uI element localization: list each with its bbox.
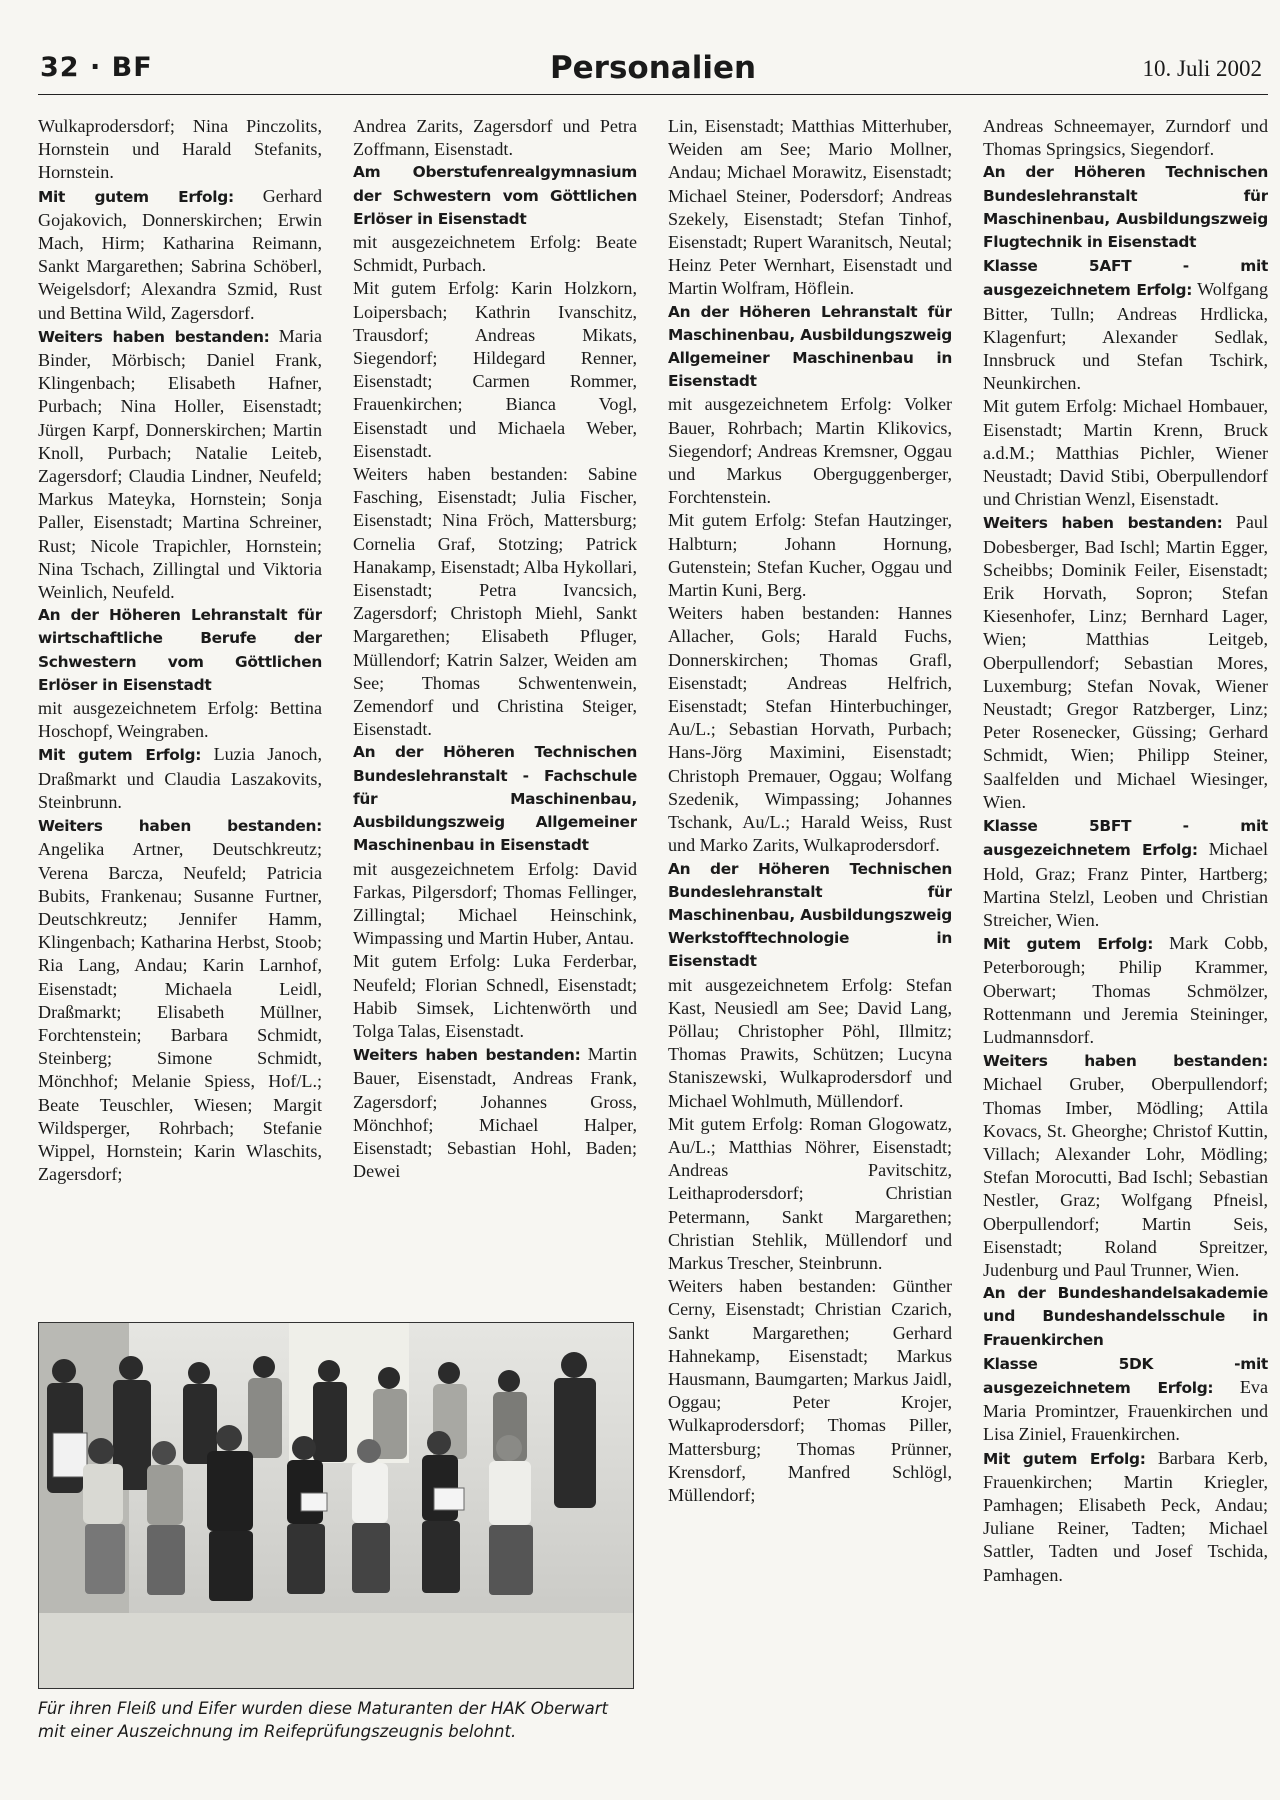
result-lead-label: Klasse 5DK -mit ausgezeichnetem Erfolg: bbox=[983, 1354, 1268, 1397]
result-names: Michael Hold, Graz; Franz Pinter, Hartberg; Martina Stelzl, Leoben und Christian Streicher, Wien. bbox=[983, 839, 1268, 930]
body-paragraph: Weiters haben bestanden: Günther Cerny, Eisenstadt; Christian Czarich, Sankt Margarethen; Gerhard Hahnekamp, Eisenstadt; Markus Hausmann, Baumgarten; Markus Jaidl, Oggau; Peter Krojer, Wulkaprodersdorf; Thomas Piller, Mattersburg; Thomas Prünner, Krensdorf, Manfred Schlögl, Müllendorf; bbox=[668, 1276, 952, 1505]
result-paragraph bbox=[983, 254, 1268, 395]
result-paragraph bbox=[38, 743, 322, 814]
result-paragraph bbox=[983, 932, 1268, 1049]
body-paragraph: mit ausgezeichnetem Erfolg: David Farkas, Pilgersdorf; Thomas Fellinger, Zillingtal; Michael Heinschink, Wimpassing und Martin Huber, Antau. bbox=[353, 858, 637, 949]
section-heading: An der Höheren Technischen Bundeslehranstalt für Maschinenbau, Ausbildungszweig Werkstofftechnologie in Eisenstadt bbox=[668, 859, 952, 971]
page-number: 32 · BF bbox=[40, 52, 153, 83]
result-names: Martin Bauer, Eisenstadt, Andreas Frank, Zagersdorf; Johannes Gross, Mönchhof; Michael Halper, Eisenstadt; Sebastian Hohl, Baden; Dewei bbox=[353, 1044, 637, 1182]
section-heading: An der Höheren Lehranstalt für Maschinenbau, Ausbildungszweig Allgemeiner Maschinenbau in Eisenstadt bbox=[668, 302, 952, 391]
result-names: Paul Dobesberger, Bad Ischl; Martin Egger, Scheibbs; Dominik Feiler, Eisenstadt; Erik Horvath, Sopron; Stefan Kiesenhofer, Linz; Bernhard Lager, Wien; Matthias Leitgeb, Oberpullendorf; Sebastian Mores, Luxemburg; Stefan Novak, Wiener Neustadt; Gregor Ratzberger, Linz; Peter Rosenecker, Güssing; Gerhard Schmidt, Wien; Philipp Steiner, Saalfelden und Michael Wiesinger, Wien. bbox=[983, 512, 1268, 812]
body-paragraph: mit ausgezeichnetem Erfolg: Volker Bauer, Rohrbach; Martin Klikovics, Siegendorf; Andreas Kremsner, Oggau und Markus Oberguggenberger, Forchtenstein. bbox=[668, 394, 952, 508]
body-paragraph: Mit gutem Erfolg: Luka Ferderbar, Neufeld; Florian Schnedl, Eisenstadt; Habib Simsek, Lichtenwörth und Tolga Talas, Eisenstadt. bbox=[353, 951, 637, 1041]
photo-caption: Für ihren Fleiß und Eifer wurden diese Maturanten der HAK Oberwart mit einer Auszeichnung im Reifeprüfungszeugnis belohnt. bbox=[38, 1699, 608, 1741]
section-title: Personalien bbox=[549, 50, 757, 86]
result-names: Gerhard Gojakovich, Donnerskirchen; Erwin Mach, Hirm; Katharina Reimann, Sankt Margarethen; Sabrina Schöberl, Weigelsdorf; Alexandra Szmid, Rust und Bettina Wild, Zagersdorf. bbox=[38, 185, 322, 323]
masthead bbox=[38, 48, 1268, 95]
body-paragraph: mit ausgezeichnetem Erfolg: Stefan Kast, Neusiedl am See; David Lang, Pöllau; Christopher Pöhl, Illmitz; Thomas Prawits, Schützen; Lucyna Staniszewski, Wulkaprodersdorf und Michael Wohlmuth, Müllendorf. bbox=[668, 974, 952, 1111]
result-paragraph bbox=[38, 814, 322, 1186]
group-photo bbox=[38, 1322, 634, 1689]
result-lead-label: Mit gutem Erfolg: bbox=[38, 187, 234, 206]
body-paragraph: mit ausgezeichnetem Erfolg: Beate Schmidt, Purbach. bbox=[353, 232, 637, 276]
body-paragraph: mit ausgezeichnetem Erfolg: Bettina Hoschopf, Weingraben. bbox=[38, 698, 322, 742]
result-paragraph bbox=[983, 1352, 1268, 1447]
result-paragraph bbox=[38, 325, 322, 604]
body-paragraph: Wulkaprodersdorf; Nina Pinczolits, Hornstein und Harald Stefanits, Hornstein. bbox=[38, 116, 322, 183]
result-lead-label: Mit gutem Erfolg: bbox=[38, 746, 202, 765]
result-names: Eva Maria Promintzer, Frauenkirchen und Lisa Ziniel, Frauenkirchen. bbox=[983, 1376, 1268, 1445]
result-paragraph bbox=[38, 185, 322, 325]
result-lead-label: Mit gutem Erfolg: bbox=[983, 1449, 1146, 1468]
graduates-photo-illustration bbox=[39, 1323, 634, 1689]
article-column-1 bbox=[38, 115, 322, 1305]
body-paragraph: Lin, Eisenstadt; Matthias Mitterhuber, Weiden am See; Mario Mollner, Andau; Michael Morawitz, Eisenstadt; Michael Steiner, Podersdorf; Andreas Szekely, Eisenstadt; Stefan Tinhof, Eisenstadt; Rupert Waranitsch, Neutal; Heinz Peter Wernhart, Eisenstadt und Martin Wolfram, Höflein. bbox=[668, 116, 952, 299]
body-paragraph: Mit gutem Erfolg: Roman Glogowatz, Au/L.; Matthias Nöhrer, Eisenstadt; Andreas Pavitschitz, Leithaprodersdorf; Christian Petermann, Sankt Margarethen; Christian Stehlik, Müllendorf und Markus Trescher, Steinbrunn. bbox=[668, 1113, 952, 1273]
result-paragraph bbox=[983, 814, 1268, 932]
result-names: Barbara Kerb, Frauenkirchen; Martin Kriegler, Pamhagen; Elisabeth Peck, Andau; Juliane Reiner, Tadten; Michael Sattler, Tadten und Josef Tschida, Pamhagen. bbox=[983, 1447, 1268, 1585]
result-names: Luzia Janoch, Draßmarkt und Claudia Laszakovits, Steinbrunn. bbox=[38, 744, 322, 812]
body-paragraph: Andreas Schneemayer, Zurndorf und Thomas Springsics, Siegendorf. bbox=[983, 116, 1268, 160]
section-heading: An der Höheren Technischen Bundeslehranstalt für Maschinenbau, Ausbildungszweig Flugtechnik in Eisenstadt bbox=[983, 163, 1268, 252]
result-lead-label: Weiters haben bestanden: bbox=[983, 1052, 1268, 1071]
section-heading: Am Oberstufenrealgymnasium der Schwestern vom Göttlichen Erlöser in Eisenstadt bbox=[353, 163, 637, 228]
result-lead-label: Klasse 5AFT - mit ausgezeichnetem Erfolg: bbox=[983, 257, 1268, 300]
section-heading: An der Bundeshandelsakademie und Bundeshandelsschule in Frauenkirchen bbox=[983, 1284, 1268, 1349]
body-paragraph: Mit gutem Erfolg: Karin Holzkorn, Loipersbach; Kathrin Ivanschitz, Trausdorf; Andreas Mikats, Siegendorf; Hildegard Renner, Eisenstadt; Carmen Rommer, Frauenkirchen; Bianca Vogl, Eisenstadt und Michaela Weber, Eisenstadt. bbox=[353, 278, 637, 461]
result-paragraph bbox=[983, 1447, 1268, 1587]
result-paragraph bbox=[983, 1049, 1268, 1282]
result-lead-label: Weiters haben bestanden: bbox=[983, 514, 1223, 533]
result-lead-label: Weiters haben bestanden: bbox=[38, 817, 322, 836]
section-heading: An der Höheren Technischen Bundeslehranstalt - Fachschule für Maschinenbau, Ausbildungszweig Allgemeiner Maschinenbau in Eisenstadt bbox=[353, 743, 637, 855]
result-names: Michael Gruber, Oberpullendorf; Thomas Imber, Mödling; Attila Kovacs, St. Gheorghe; Christof Kuttin, Villach; Alexander Lohr, Mödling; Stefan Morocutti, Bad Ischl; Sebastian Nestler, Graz; Wolfgang Pfneisl, Oberpullendorf; Martin Seis, Eisenstadt; Roland Spreitzer, Judenburg und Paul Trunner, Wien. bbox=[983, 1074, 1268, 1280]
result-names: Wolfgang Bitter, Tulln; Andreas Hrdlicka, Klagenfurt; Alexander Sedlak, Innsbruck und Stefan Tschirk, Neunkirchen. bbox=[983, 279, 1268, 394]
article-column-3 bbox=[668, 115, 952, 1755]
body-paragraph: Weiters haben bestanden: Hannes Allacher, Gols; Harald Fuchs, Donnerskirchen; Thomas Grafl, Eisenstadt; Andreas Helfrich, Eisenstadt; Stefan Hinterbuchinger, Au/L.; Sebastian Horvath, Purbach; Hans-Jörg Maximini, Eisenstadt; Christoph Premauer, Oggau; Wolfang Szedenik, Wimpassing; Johannes Tschank, Au/L.; Harald Weiss, Rust und Marko Zarits, Wulkaprodersdorf. bbox=[668, 603, 952, 856]
result-paragraph bbox=[353, 1043, 637, 1183]
body-paragraph: Mit gutem Erfolg: Stefan Hautzinger, Halbturn; Johann Hornung, Gutenstein; Stefan Kucher, Oggau und Martin Kuni, Berg. bbox=[668, 510, 952, 601]
section-heading: An der Höheren Lehranstalt für wirtschaftliche Berufe der Schwestern vom Göttlichen Erlöser in Eisenstadt bbox=[38, 606, 322, 694]
result-lead-label: Weiters haben bestanden: bbox=[353, 1046, 581, 1065]
result-names: Maria Binder, Mörbisch; Daniel Frank, Klingenbach; Elisabeth Hafner, Purbach; Nina Holler, Eisenstadt; Jürgen Karpf, Donnerskirchen; Martin Knoll, Purbach; Natalie Leiteb, Zagersdorf; Claudia Lindner, Neufeld; Markus Mateyka, Hornstein; Sonja Paller, Eisenstadt; Martina Schreiner, Rust; Nicole Trapichler, Hornstein; Nina Tschach, Zillingtal und Viktoria Weinlich, Neufeld. bbox=[38, 325, 322, 603]
body-paragraph: Andrea Zarits, Zagersdorf und Petra Zoffmann, Eisenstadt. bbox=[353, 116, 637, 160]
body-paragraph: Mit gutem Erfolg: Michael Hombauer, Eisenstadt; Martin Krenn, Bruck a.d.M.; Matthias Pichler, Wiener Neustadt; David Stibi, Oberpullendorf und Christian Wenzl, Eisenstadt. bbox=[983, 396, 1268, 510]
result-names: Angelika Artner, Deutschkreutz; Verena Barcza, Neufeld; Patricia Bubits, Frankenau; Susanne Furtner, Deutschkreutz; Jennifer Hamm, Klingenbach; Katharina Herbst, Stoob; Ria Lang, Andau; Karin Larnhof, Eisenstadt; Michaela Leidl, Draßmarkt; Elisabeth Müllner, Forchtenstein; Barbara Schmidt, Steinberg; Simone Schmidt, Mönchhof; Melanie Spiess, Hof/L.; Beate Teuschler, Wiesen; Margit Wildsperger, Rohrbach; Stefanie Wippel, Hornstein; Karin Wlaschits, Zagersdorf; bbox=[38, 839, 322, 1185]
body-paragraph: Weiters haben bestanden: Sabine Fasching, Eisenstadt; Julia Fischer, Eisenstadt; Nina Fröch, Mattersburg; Cornelia Graf, Stotzing; Patrick Hanakamp, Eisenstadt; Alba Hykollari, Eisenstadt; Petra Ivancsich, Zagersdorf; Christoph Miehl, Sankt Margarethen; Elisabeth Pfluger, Müllendorf; Katrin Salzer, Weiden am See; Thomas Schwentenwein, Zemendorf und Christina Steiger, Eisenstadt. bbox=[353, 464, 637, 740]
result-lead-label: Mit gutem Erfolg: bbox=[983, 935, 1154, 954]
result-lead-label: Weiters haben bestanden: bbox=[38, 327, 270, 346]
result-paragraph bbox=[983, 511, 1268, 814]
article-column-2 bbox=[353, 115, 637, 1305]
result-lead-label: Klasse 5BFT - mit ausgezeichnetem Erfolg: bbox=[983, 817, 1268, 860]
issue-date: 10. Juli 2002 bbox=[1142, 56, 1262, 81]
result-names: Mark Cobb, Peterborough; Philip Krammer, Oberwart; Thomas Schmölzer, Rottenmann und Jeremia Steininger, Ludmannsdorf. bbox=[983, 933, 1268, 1047]
article-column-4 bbox=[983, 115, 1268, 1755]
